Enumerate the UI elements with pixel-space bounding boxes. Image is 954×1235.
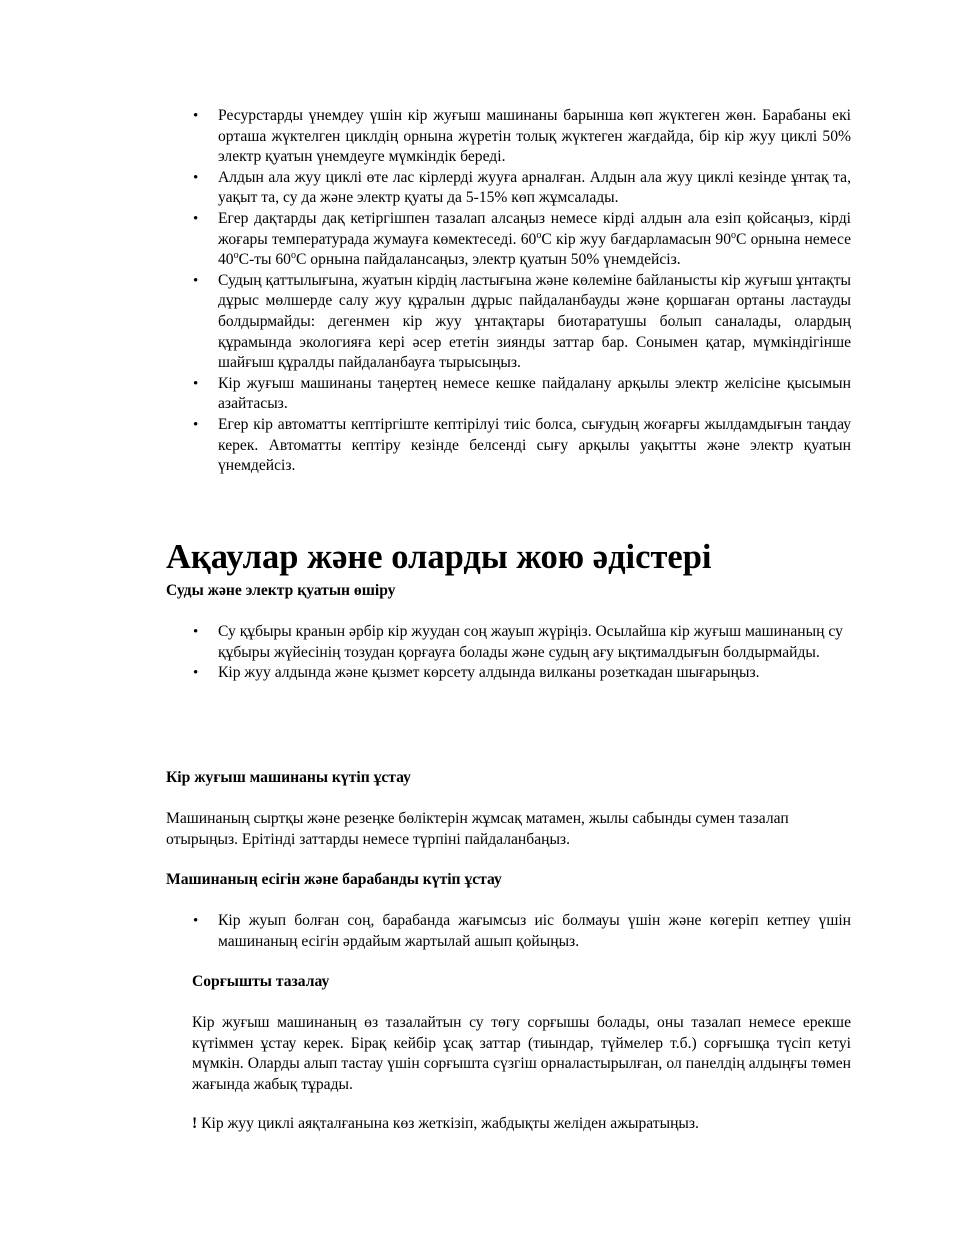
list-item-text: Ресурстарды үнемдеу үшін кір жуғыш машинаны барынша көп жүктеген жөн. Барабаны екі орташа жүктелген циклдің орнына жүретін толық жүктеген жағдайда, бір кір жуу циклі 50% электр қуатын үнемдеуге мүмкіндік береді. xyxy=(218,107,851,166)
energy-tips-list xyxy=(218,106,851,477)
list-item-text-part: С орнына немесе 40 xyxy=(218,230,851,269)
list-item-text-part: С-ты 60 xyxy=(238,251,291,269)
list-item-text: Кір жуып болған соң, барабанда жағымсыз иіс болмауы үшін және көгеріп кетпеу үшін машинаның есігін әрдайым жартылай ашып қойыңыз. xyxy=(218,912,851,950)
degree-sup: о xyxy=(731,229,737,241)
degree-sup: о xyxy=(536,229,542,241)
paragraph-pump-cleaning: Кір жуғыш машинаның өз тазалайтын су төгу сорғышы болады, оны тазалап немесе ерекше күтіммен ұстау керек. Бірақ кейбір ұсақ заттар (тиындар, түймелер т.б.) сорғышқа түсіп кетуі мүмкін. Оларды алып тастау үшін сорғышта сүзгіш орналастырылған, ол панелдің алдыңғы төмен жағында жабық тұрады. xyxy=(192,1014,851,1093)
list-item xyxy=(218,168,851,209)
list-item-text-part: Егер дақтарды дақ кетіргішпен тазалап алсаңыз немесе кірді алдын ала езіп қойсаңыз, кірді жоғары температурада жумауға көмектеседі. 60 xyxy=(218,209,851,248)
subheading-pump-cleaning: Сорғышты тазалау xyxy=(192,973,330,990)
list-item-text: Алдын ала жуу циклі өте лас кірлерді жууға арналған. Алдын ала жуу циклі кезінде ұнтақ та, уақыт та, су да және электр қуаты да 5-15% көп жұмсалады. xyxy=(218,168,851,207)
list-item xyxy=(218,106,851,168)
list-item-text: Су құбыры кранын әрбір кір жуудан соң жауып жүріңіз. Осылайша кір жуғыш машинаның су құбыры жүйесінің тозудан қорғауға болады және судың ағу ықтималдығын болдырмайды. xyxy=(218,623,843,661)
warning-note-text: Кір жуу циклі аяқталғанына көз жеткізіп, жабдықты желіден ажыратыңыз. xyxy=(197,1115,699,1132)
list-item-text: Кір жуғыш машинаны таңертең немесе кешке пайдалану арқылы электр желісіне қысымын азайтасыз. xyxy=(218,374,851,413)
list-item xyxy=(218,663,851,684)
list-item-text: Егер кір автоматты кептіргіште кептірілуі тиіс болса, сығудың жоғарғы жылдамдығын таңдау керек. Автоматты кептіру кезінде белсенді сығу арқылы уақытты және электр қуатын үнемдейсіз. xyxy=(218,415,851,475)
exclamation-mark: ! xyxy=(192,1115,198,1132)
degree-sup: о xyxy=(233,250,239,262)
warning-note xyxy=(192,1114,851,1135)
section-heading: Ақаулар және оларды жою әдістері xyxy=(166,538,712,576)
list-item xyxy=(218,209,851,271)
paragraph-machine-care: Машинаның сыртқы және резеңке бөліктерін жұмсақ матамен, жылы сабынды сумен тазалап отырыңыз. Ерітінді заттарды немесе түрпіні пайдаланбаңыз. xyxy=(166,810,789,848)
list-item-text-part: С орнына пайдалансаңыз, электр қуатын 50% үнемдейсіз. xyxy=(295,251,681,269)
list-item-text: Судың қаттылығына, жуатын кірдің ластығына және көлеміне байланысты кір жуғыш ұнтақты дұрыс мөлшерде салу жуу құралын дұрыс пайдаланбауды және қоршаған ортаны ластауды болдырмайды: дегенмен кір жуу ұнтақтары биотаратушы болып саналады, олардың құрамында экологияға кері әсер ететін зиянды заттар бар. Сонымен қатар, мүмкіндігінше шайғыш құралды пайдаланбауға тырысыңыз. xyxy=(218,271,851,372)
list-item xyxy=(218,374,851,415)
list-item-text-part: С кір жуу бағдарламасын 90 xyxy=(541,230,732,248)
subheading-water-power: Суды және электр қуатын өшіру xyxy=(166,582,396,599)
subheading-machine-care: Кір жуғыш машинаны күтіп ұстау xyxy=(166,769,411,786)
list-item xyxy=(218,911,851,952)
subheading-door-drum-care: Машинаның есігін және барабанды күтіп ұстау xyxy=(166,871,502,888)
list-item xyxy=(218,622,851,663)
list-item xyxy=(218,271,851,374)
door-drum-list xyxy=(218,911,851,952)
degree-sup: о xyxy=(290,250,296,262)
list-item-text: Кір жуу алдында және қызмет көрсету алдында вилканы розеткадан шығарыңыз. xyxy=(218,664,760,682)
list-item xyxy=(218,415,851,477)
water-power-list xyxy=(218,622,851,684)
